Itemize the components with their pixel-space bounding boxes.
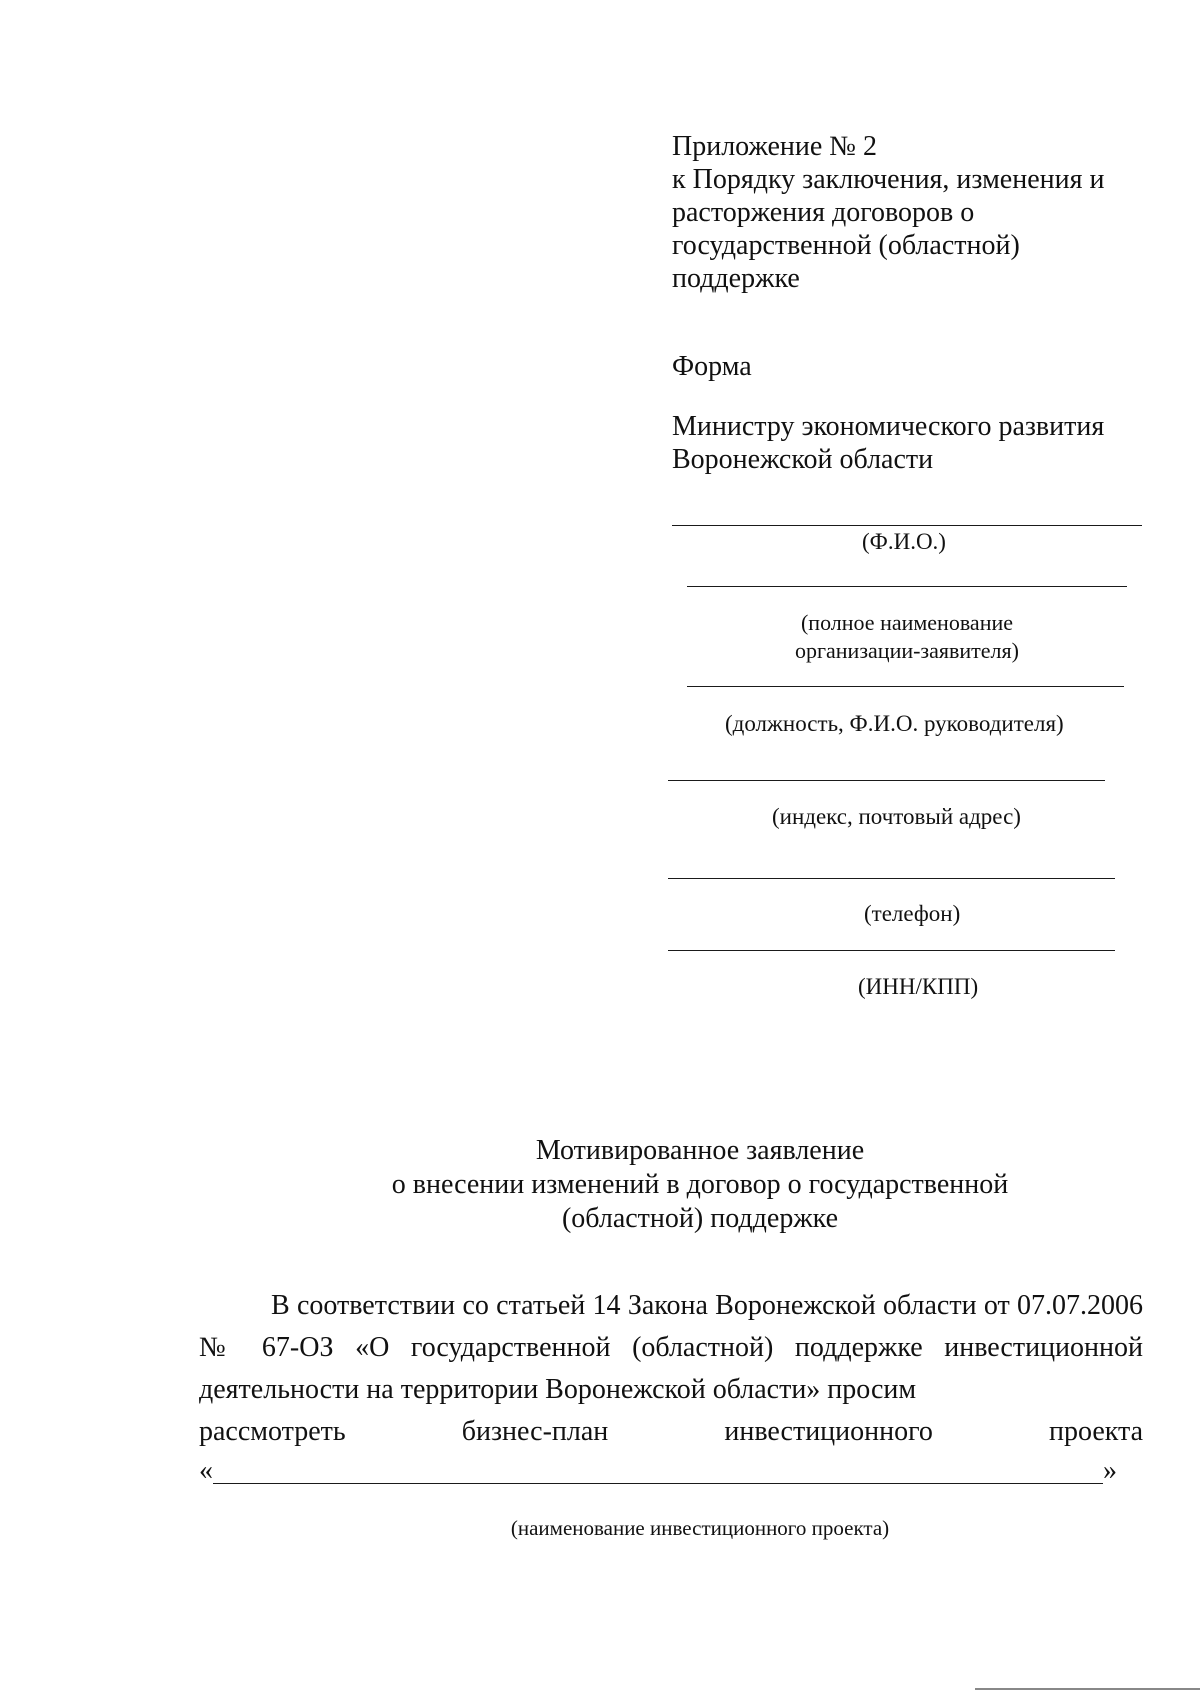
inn-caption: (ИНН/КПП)	[858, 974, 979, 999]
address-caption: (индекс, почтовый адрес)	[772, 804, 1021, 829]
form-label: Форма	[672, 351, 752, 382]
addressee-line: Воронежской области	[672, 444, 934, 475]
phone-fill-line[interactable]	[668, 878, 1115, 879]
body-last-line	[199, 1411, 1143, 1453]
org-name-caption-line: организации-заявителя)	[795, 638, 1019, 663]
body-paragraph: В соответствии со статьей 14 Закона Воронежской области от 07.07.2006 № 67-ОЗ «О государственной (областной) поддержке инвестиционной деятельности на территории Воронежской области» просим	[199, 1290, 1143, 1405]
appendix-line: к Порядку заключения, изменения и	[672, 164, 1105, 195]
org-name-caption	[737, 609, 1077, 665]
scan-mark	[975, 1688, 1200, 1690]
open-quote: «	[199, 1455, 213, 1486]
project-name-fill-line[interactable]	[213, 1483, 1103, 1484]
title-line: о внесении изменений в договор о государственной	[391, 1169, 1009, 1200]
fio-caption: (Ф.И.О.)	[862, 529, 946, 554]
body-word: рассмотреть	[199, 1416, 346, 1447]
appendix-line: Приложение № 2	[672, 131, 877, 162]
phone-caption: (телефон)	[864, 901, 961, 926]
body-word: инвестиционного	[724, 1416, 933, 1447]
appendix-header	[672, 130, 1192, 295]
project-name-caption: (наименование инвестиционного проекта)	[510, 1516, 890, 1540]
address-fill-line[interactable]	[668, 780, 1105, 781]
org-name-caption-line: (полное наименование	[800, 610, 1014, 635]
close-quote: »	[1103, 1455, 1117, 1486]
inn-fill-line[interactable]	[668, 950, 1115, 951]
title-line: (областной) поддержке	[561, 1203, 838, 1234]
head-fill-line[interactable]	[687, 686, 1124, 687]
addressee-line: Министру экономического развития	[672, 411, 1105, 442]
document-title	[200, 1134, 1200, 1236]
fio-fill-line[interactable]	[672, 525, 1142, 526]
appendix-line: расторжения договоров о	[672, 197, 975, 228]
body-word: бизнес-план	[461, 1416, 609, 1447]
org-name-fill-line[interactable]	[687, 586, 1127, 587]
appendix-line: государственной (областной)	[672, 230, 1020, 261]
body-word: проекта	[1049, 1416, 1143, 1447]
project-name-row	[199, 1450, 1119, 1492]
head-caption: (должность, Ф.И.О. руководителя)	[725, 711, 1064, 736]
addressee	[672, 410, 1192, 476]
title-line: Мотивированное заявление	[535, 1135, 865, 1166]
appendix-line: поддержке	[672, 263, 800, 294]
